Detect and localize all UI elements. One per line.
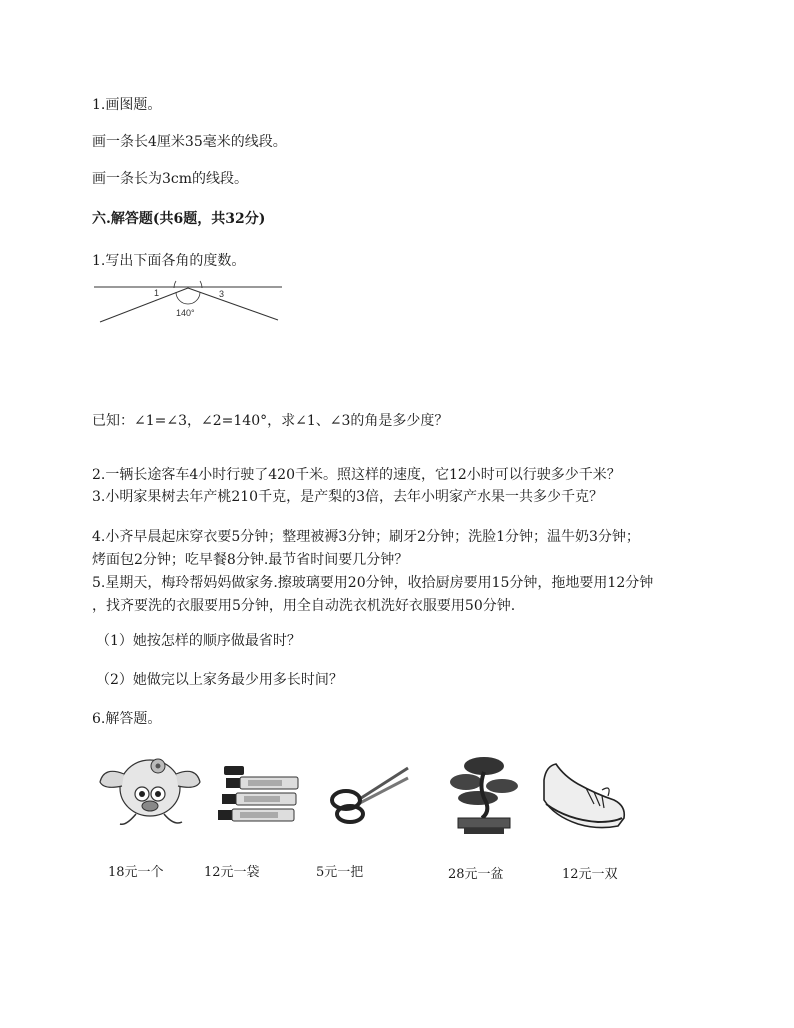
price-label: 5元一把 xyxy=(316,865,364,880)
price-label: 28元一盆 xyxy=(448,867,504,882)
angle-2-value: 140° xyxy=(176,308,195,318)
price-label: 12元一双 xyxy=(562,867,618,882)
toy-doll-icon xyxy=(96,752,204,832)
price-label: 18元一个 xyxy=(108,865,164,880)
draw-question-line-1: 画一条长4厘米35毫米的线段。 xyxy=(92,134,287,150)
price-label: 12元一袋 xyxy=(204,865,260,880)
q1-known: 已知：∠1=∠3，∠2=140°，求∠1、∠3的角是多少度？ xyxy=(92,413,449,429)
q2-text: 2.一辆长途客车4小时行驶了420千米。照这样的速度，它12小时可以行驶多少千米？ xyxy=(92,467,621,483)
left-ray xyxy=(100,288,188,322)
right-ray xyxy=(188,288,278,320)
scissors-icon xyxy=(328,764,412,826)
angle-3-label: 3 xyxy=(219,289,225,299)
markers-icon xyxy=(212,764,304,828)
angle-1-label: 1 xyxy=(154,288,160,298)
q5-line-2: ，找齐要洗的衣服要用5分钟，用全自动洗衣机洗好衣服要用50分钟. xyxy=(92,598,516,614)
q3-text: 3.小明家果树去年产桃210千克，是产梨的3倍，去年小明家产水果一共多少千克？ xyxy=(92,489,603,505)
q1-title: 1.写出下面各角的度数。 xyxy=(92,253,246,269)
q5-sub-1: （1）她按怎样的顺序做最省时？ xyxy=(96,633,301,649)
draw-question-line-2: 画一条长为3cm的线段。 xyxy=(92,171,249,187)
q4-line-1: 4.小齐早晨起床穿衣要5分钟；整理被褥3分钟；刷牙2分钟；洗脸1分钟；温牛奶3分钟； xyxy=(92,529,640,545)
shoe-icon xyxy=(538,760,630,834)
q4-line-2: 烤面包2分钟；吃早餐8分钟.最节省时间要几分钟？ xyxy=(92,552,409,568)
q5-line-1: 5.星期天，梅玲帮妈妈做家务.擦玻璃要用20分钟，收拾厨房要用15分钟，拖地要用12分钟 xyxy=(92,575,654,591)
draw-question-title: 1.画图题。 xyxy=(92,97,162,113)
angle-2-arc xyxy=(176,292,200,304)
q5-sub-2: （2）她做完以上家务最少用多长时间？ xyxy=(96,672,343,688)
section-six-heading: 六.解答题(共6题，共32分) xyxy=(92,211,266,227)
bonsai-icon xyxy=(444,752,524,836)
q6-title: 6.解答题。 xyxy=(92,711,162,727)
angle-figure xyxy=(90,280,290,328)
